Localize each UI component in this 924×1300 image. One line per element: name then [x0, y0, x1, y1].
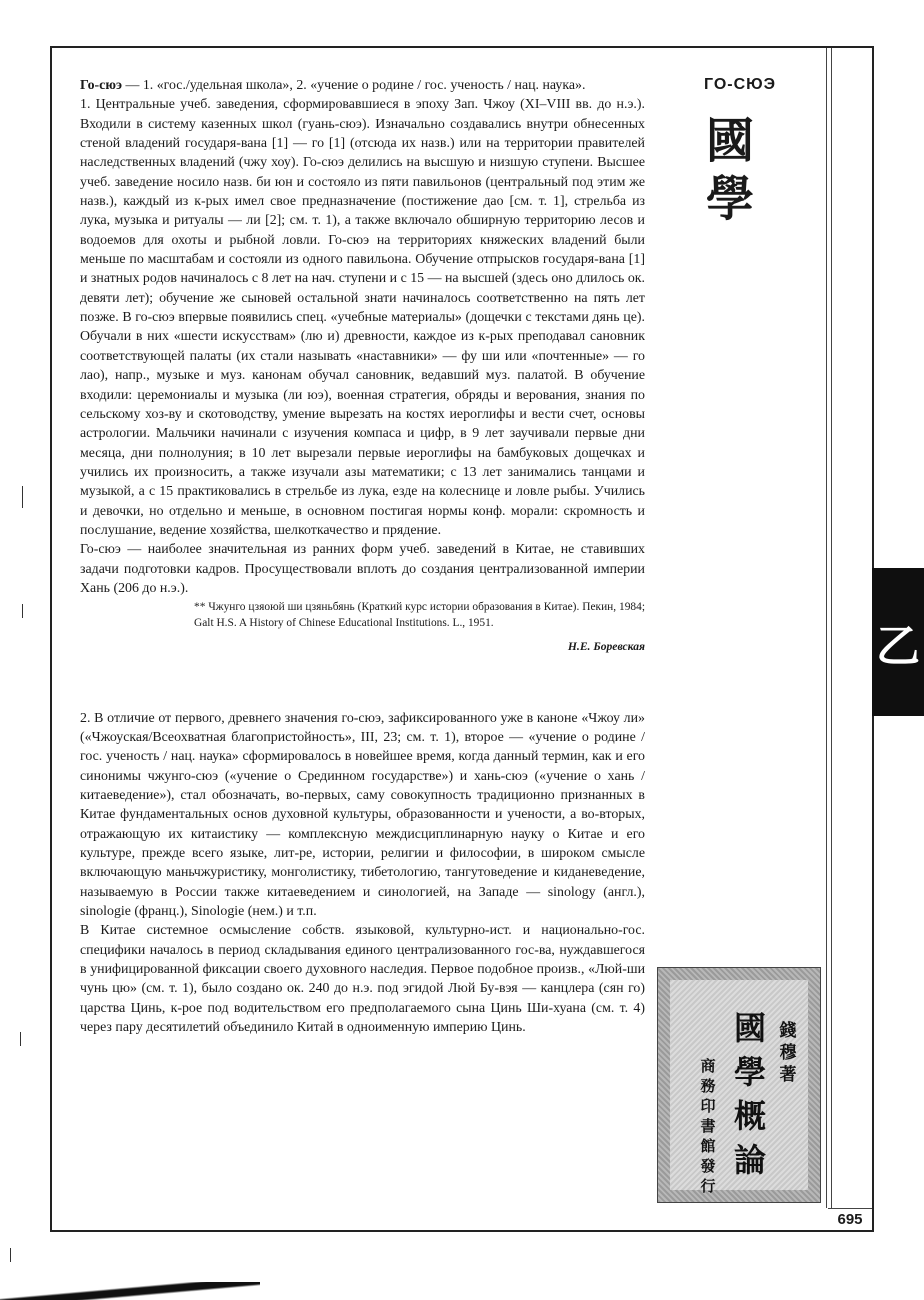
hanzi-characters: 國 學 — [705, 113, 754, 227]
book-cover-inner — [670, 980, 808, 1195]
article1-paragraph-2: Го-сюэ — наиболее значительная из ранних форм учеб. заведений в Китае, не ставивших задачи подготовки кадров. Просуществовали вплоть до создания централизованной империи Хань (206 до н.э.). — [80, 542, 645, 596]
article2-paragraph-2: В Китае системное осмысление собств. языковой, культурно-ист. и национально-гос. специфики началось в период складывания единого централизованного гос-ва, нуждавшегося в унифицированной фиксации своего духовного наследия. Первое подобное произв., «Люй-ши чунь цю» (см. т. 1), было создано ок. 240 до н.э. под эгидой Люй Бу-вэя — канцлера (сян го) царства Цинь, к-рое под водительством его предполагаемого сына Цинь Ши-хуана (см. т. 4) через пару десятилетий объединило Китай в одноименную империю Цинь. — [80, 923, 645, 1036]
article2-paragraph-1: 2. В отличие от первого, древнего значения го-сюэ, зафиксированного уже в каноне «Чжоу ли» («Чжоуская/Всеохватная благопристойность», III, 23; см. т. 1), второе — «учение о родине / гос. ученость / нац. наука» сформировалось в новейшее время, когда данный термин, как и его синонимы чжунго-сюэ («учение о Срединном государстве») и хань-сюэ («учение о хань / китаеведение»), стал обозначать, во-первых, саму совокупность традиционно признанных в Китае фундаментальных основ духовной культуры, образованности и учености, а во-вторых, отражающую их китаистику — комплексную междисциплинарную науку о Китае и его культуре, прежде всего языке, лит-ре, истории, религии и философии, в широком смысле включающую маньчжуристику, монголистику, тибетологию, тангутоведение и киданеведение, называемую в России также китаеведением и синологией, на Западе — sinology (англ.), sinologie (франц.), Sinologie (нем.) и т.п. — [80, 710, 645, 920]
headword-hanzi — [702, 112, 758, 228]
headword: Го-сюэ — [80, 78, 122, 93]
section-gap — [80, 657, 645, 709]
page-frame-top — [50, 46, 874, 48]
section-tab — [872, 568, 924, 716]
scan-margin-mark — [22, 604, 23, 618]
page-number: 695 — [828, 1208, 872, 1231]
scan-margin-mark — [22, 486, 23, 508]
article-body — [80, 76, 645, 1037]
book-cover-title: 國 學 概 論 — [733, 1009, 766, 1179]
definition-text: — 1. «гос./удельная школа», 2. «учение о родине / гос. ученость / нац. наука». — [121, 78, 586, 93]
column-divider-inner — [831, 48, 832, 1208]
running-head-title: ГО-СЮЭ — [703, 76, 777, 93]
article1-definition — [80, 76, 645, 95]
page-frame-left — [50, 46, 52, 1232]
section-tab-glyph: 乙 — [876, 621, 920, 672]
bibliography: ** Чжунго цзяоюй ши цзяньбянь (Краткий курс истории образования в Китае). Пекин, 1984; Galt H.S. A History of Chinese Educational Institutions. L., 1951. — [194, 601, 645, 629]
page-frame-bottom — [50, 1230, 874, 1232]
author-signature: Н.Е. Боревская — [567, 640, 645, 654]
article1-paragraph-1: 1. Центральные учеб. заведения, сформировавшиеся в эпоху Зап. Чжоу (XI–VIII вв. до н.э.). Входили в систему казенных школ (гуань-сюэ). Изначально создавались внутри обнесенных стеной владений государя-вана [1] — го [1] (отсюда их назв.) или на территории правителей наследственных владений (чжу хоу). Го-сюэ делились на высшую и низшую ступени. Высшее учеб. заведение носило назв. би юн и состояло из пяти павильонов (центральный под этим же назв.), каждый из к-рых имел свое предназначение (постижение дао [см. т. 1], стрельба из лука, музыка и ритуалы — ли [2]; см. т. 1), а также включало обширную территорию лесов и водоемов для охоты и рыбной ловли. Го-сюэ на территориях княжеских владений были меньше по масштабам и состояли из одного павильона. Обучение отпрысков государя-вана [1] и знатных родов начиналось с 8 лет на нач. ступени и с 15 — на высшей (здесь оно длилось ок. девяти лет); обучение же сыновей остальной знати начиналось соответственно на пять лет позже. В го-сюэ впервые появились спец. «учебные материалы» (дощечки с текстами дянь це). Обучали в них «шести искусствам» (лю и) древности, каждое из к-рых преподавал сановник соответствующей палаты (их стали называть «наставники» — фу ши или «почтенные» — го лао), напр., музыке и муз. канонам обучал сановник, ведавший муз. палатой. В обучение входили: церемониалы и музыка (ли юэ), военная стратегия, обряды и верования, знания по сельскому хоз-ву и скотоводству, умение вырезать на костях иероглифы и вести счет, основы астрологии. Мальчики начинали с изучения компаса и цифр, в 9 лет заучивали первые дни месяца, дни полнолуния; в 10 лет вырезали первые иероглифы на бамбуковых дощечках и учились их произносить, а также изучали азы математики; с 13 лет занимались танцами и музыкой, а с 15 практиковались в стрельбе из лука, езде на колеснице и ловле рыбы. Учились и девочки, но отдельно и меньше, в основном постигая нормы конф. морали: скромность и послушание, ведение хозяйства, шелкоткачество и прядение. — [80, 97, 645, 538]
book-cover-publisher: 商 務 印 書 館 發 行 — [700, 1057, 716, 1195]
book-cover-author: 錢 穆 著 — [779, 1021, 797, 1085]
scan-margin-mark — [10, 1248, 11, 1262]
scan-margin-mark — [20, 1032, 21, 1046]
column-divider — [826, 48, 827, 1208]
book-cover-image — [657, 967, 821, 1203]
scan-edge-shadow — [0, 1282, 260, 1300]
